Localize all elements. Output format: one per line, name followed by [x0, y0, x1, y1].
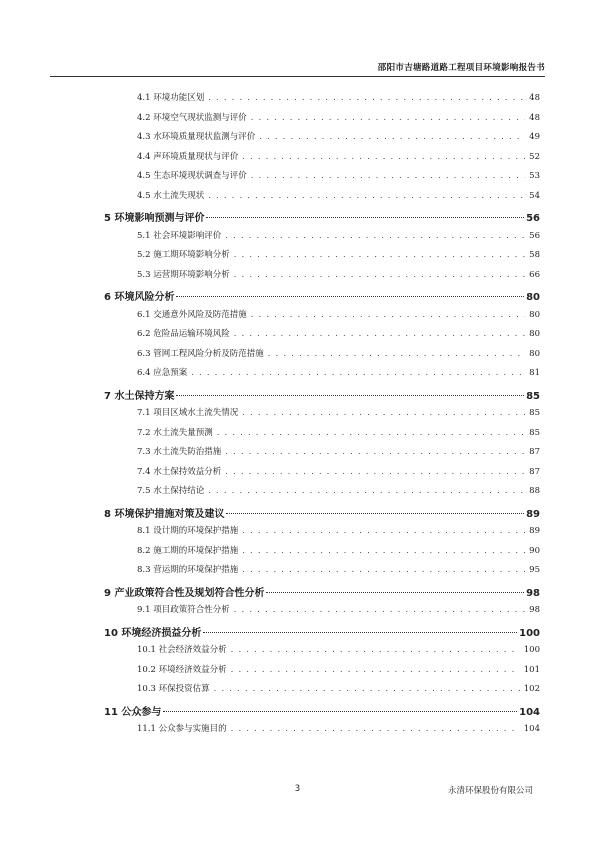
toc-chapter-entry[interactable] [104, 209, 540, 229]
toc-entry-label: 9.1 项目政策符合性分析 [137, 605, 230, 615]
toc-entry-label: 7.5 水土保持结论 [137, 486, 205, 496]
toc-dot-leader [251, 113, 525, 123]
toc-entry-page: 95 [529, 565, 540, 575]
toc-chapter-entry[interactable] [104, 703, 540, 723]
toc-entry-label: 7.1 项目区域水土流失情况 [137, 408, 239, 418]
toc-dot-leader [242, 565, 525, 575]
toc-section-entry[interactable] [104, 603, 540, 623]
toc-entry-label: 4.3 水环境质量现状监测与评价 [137, 132, 256, 142]
toc-entry-page: 80 [529, 348, 540, 359]
toc-entry-page: 89 [526, 508, 540, 520]
toc-dot-leader [225, 447, 525, 457]
toc-dot-leader [242, 546, 525, 556]
toc-dot-leader [234, 250, 525, 260]
running-header: 邵阳市吉塘路道路工程项目环境影响报告书 [377, 63, 545, 73]
toc-dot-leader [226, 505, 524, 514]
toc-dot-leader [203, 624, 517, 633]
toc-entry-page: 89 [529, 526, 540, 536]
toc-entry-page: 87 [529, 447, 540, 457]
toc-entry-page: 98 [526, 587, 540, 599]
toc-dot-leader [191, 368, 525, 378]
toc-entry-label: 10.3 环保投资估算 [137, 684, 210, 694]
toc-entry-label: 10 环境经济损益分析 [104, 627, 202, 639]
toc-entry-label: 7.4 水土保持效益分析 [137, 466, 222, 477]
toc-entry-page: 85 [529, 408, 540, 418]
toc-section-entry[interactable] [104, 130, 540, 150]
toc-dot-leader [231, 724, 520, 734]
toc-section-entry[interactable] [104, 445, 540, 465]
toc-dot-leader [231, 665, 520, 675]
toc-entry-page: 80 [529, 309, 540, 320]
toc-dot-leader [268, 349, 525, 359]
toc-entry-page: 98 [529, 605, 540, 615]
toc-entry-page: 48 [529, 93, 540, 103]
toc-dot-leader [234, 270, 525, 280]
toc-entry-label: 8.2 施工期的环境保护措施 [137, 545, 239, 556]
toc-chapter-entry[interactable] [104, 387, 540, 407]
toc-entry-page: 80 [529, 329, 540, 339]
toc-entry-page: 80 [526, 292, 540, 303]
toc-entry-label: 6.1 交通意外风险及防范措施 [137, 309, 247, 320]
toc-entry-label: 4.5 生态环境现状调查与评价 [137, 171, 247, 181]
toc-entry-label: 5.2 施工期环境影响分析 [137, 250, 230, 260]
toc-entry-page: 100 [519, 627, 540, 639]
toc-entry-page: 100 [523, 645, 540, 655]
toc-entry-label: 6 环境风险分析 [104, 292, 175, 303]
toc-entry-label: 8 环境保护措施对策及建议 [104, 508, 225, 520]
toc-section-entry[interactable] [104, 484, 540, 504]
toc-section-entry[interactable] [104, 663, 540, 683]
toc-dot-leader [214, 684, 520, 694]
toc-chapter-entry[interactable] [104, 584, 540, 604]
toc-dot-leader [217, 428, 525, 438]
toc-entry-page: 66 [529, 269, 540, 280]
toc-section-entry[interactable] [104, 643, 540, 663]
footer-company: 永清环保股份有限公司 [447, 786, 533, 796]
toc-entry-page: 53 [529, 171, 540, 181]
toc-entry-page: 101 [523, 664, 540, 675]
toc-dot-leader [176, 387, 524, 396]
toc-entry-page: 104 [519, 706, 540, 718]
page-number: 3 [294, 784, 301, 794]
toc-entry-label: 11 公众参与 [104, 706, 162, 718]
toc-entry-label: 6.2 危险品运输环境风险 [137, 329, 230, 339]
toc-chapter-entry[interactable] [104, 288, 540, 308]
header-rule [50, 76, 545, 77]
toc-dot-leader [208, 486, 525, 496]
toc-entry-label: 7 水土保持方案 [104, 390, 175, 402]
toc-dot-leader [242, 152, 525, 162]
toc-entry-label: 4.5 水土流失现状 [137, 190, 205, 201]
toc-dot-leader [242, 526, 525, 536]
toc-dot-leader [231, 645, 520, 655]
toc-section-entry[interactable] [104, 682, 540, 702]
toc-dot-leader [242, 408, 525, 418]
toc-section-entry[interactable] [104, 524, 540, 544]
toc-dot-leader [225, 467, 525, 477]
toc-entry-page: 90 [529, 545, 540, 556]
toc-section-entry[interactable] [104, 544, 540, 564]
toc-section-entry[interactable] [104, 248, 540, 268]
toc-entry-page: 54 [529, 190, 540, 201]
toc-dot-leader [163, 703, 517, 712]
toc-entry-page: 104 [523, 724, 540, 734]
toc-entry-page: 58 [529, 250, 540, 260]
toc-section-entry[interactable] [104, 111, 540, 131]
toc-entry-label: 7.2 水土流失量预测 [137, 427, 213, 438]
toc-section-entry[interactable] [104, 722, 540, 742]
toc-entry-page: 56 [526, 213, 540, 224]
toc-entry-page: 102 [523, 684, 540, 694]
toc-entry-label: 8.1 设计期的环境保护措施 [137, 526, 239, 536]
toc-chapter-entry[interactable] [104, 505, 540, 525]
toc-section-entry[interactable] [104, 268, 540, 288]
toc-entry-page: 85 [529, 427, 540, 438]
toc-entry-label: 5.3 运营期环境影响分析 [137, 269, 230, 280]
toc-section-entry[interactable] [104, 426, 540, 446]
toc-dot-leader [266, 584, 524, 593]
toc-entry-page: 56 [529, 230, 540, 241]
toc-dot-leader [234, 329, 525, 339]
toc-dot-leader [206, 209, 524, 218]
toc-entry-label: 6.3 管网工程风险分析及防范措施 [137, 348, 264, 359]
toc-section-entry[interactable] [104, 308, 540, 328]
toc-section-entry[interactable] [104, 366, 540, 386]
toc-entry-label: 10.2 环境经济效益分析 [137, 664, 227, 675]
toc-dot-leader [225, 231, 525, 241]
toc-dot-leader [208, 93, 525, 103]
toc-entry-page: 49 [529, 132, 540, 142]
table-of-contents [104, 91, 540, 742]
toc-entry-label: 4.2 环境空气现状监测与评价 [137, 112, 247, 123]
toc-section-entry[interactable] [104, 327, 540, 347]
toc-section-entry[interactable] [104, 347, 540, 367]
toc-entry-page: 52 [529, 151, 540, 162]
toc-entry-page: 87 [529, 466, 540, 477]
toc-section-entry[interactable] [104, 563, 540, 583]
toc-section-entry[interactable] [104, 169, 540, 189]
toc-entry-label: 5.1 社会环境影响评价 [137, 230, 222, 241]
toc-entry-label: 5 环境影响预测与评价 [104, 213, 205, 224]
toc-chapter-entry[interactable] [104, 624, 540, 644]
toc-entry-page: 85 [526, 390, 540, 402]
toc-section-entry[interactable] [104, 229, 540, 249]
toc-dot-leader [234, 605, 525, 615]
toc-dot-leader [176, 288, 524, 297]
toc-entry-page: 88 [529, 486, 540, 496]
toc-section-entry[interactable] [104, 189, 540, 209]
toc-entry-label: 11.1 公众参与实施目的 [137, 724, 227, 734]
toc-dot-leader [259, 132, 525, 142]
toc-entry-label: 4.4 声环境质量现状与评价 [137, 151, 239, 162]
toc-dot-leader [251, 310, 525, 320]
toc-entry-label: 10.1 社会经济效益分析 [137, 645, 227, 655]
toc-entry-page: 81 [529, 368, 540, 378]
toc-entry-label: 4.1 环境功能区划 [137, 93, 205, 103]
toc-section-entry[interactable] [104, 465, 540, 485]
toc-entry-label: 8.3 营运期的环境保护措施 [137, 565, 239, 575]
toc-entry-label: 7.3 水土流失防治措施 [137, 447, 222, 457]
toc-entry-label: 6.4 应急预案 [137, 368, 188, 378]
toc-section-entry[interactable] [104, 406, 540, 426]
toc-dot-leader [208, 191, 525, 201]
toc-entry-page: 48 [529, 112, 540, 123]
toc-dot-leader [251, 171, 525, 181]
toc-entry-label: 9 产业政策符合性及规划符合性分析 [104, 587, 265, 599]
toc-section-entry[interactable] [104, 150, 540, 170]
toc-section-entry[interactable] [104, 91, 540, 111]
